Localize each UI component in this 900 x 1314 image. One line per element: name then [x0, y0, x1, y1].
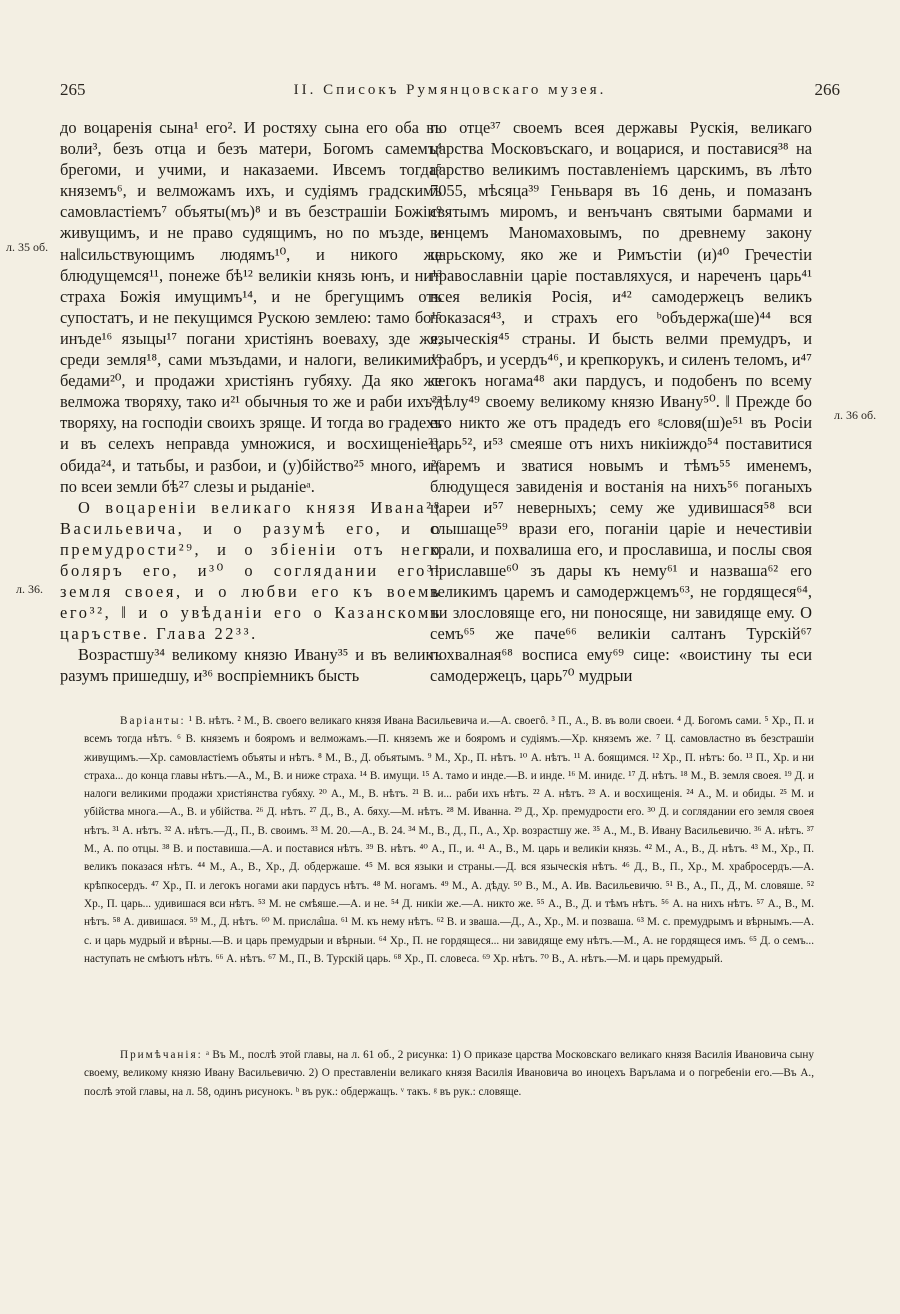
left-paragraph-1: до воцаренія сына¹ его². И ростяху сына его оба въ воли³, безъ отца и безъ матери, Богомъ самемъ⁴ брегоми, и учими, и наказаеми. Ивсемъ тогда⁵ княземъ⁶, и велможамъ ихъ, и судіямъ градскимъ самовластіемъ⁷ объяты(мъ)⁸ и въ безстрашіи Божіи⁹ живущимъ, и не право судящимъ, но по мъзде, и на‖сильствующимъ людямъ¹⁰, и никого же блюдущемся¹¹, понеже бѣ¹² великіи князь юнъ, и ни¹³ страха Божія имущимъ¹⁴, и не брегущимъ отъ супостатъ, и не пекущимся Рускою землею: тамо бо¹⁵ инъде¹⁶ языцы¹⁷ погани христіянъ воеваху, зде же, среди земля¹⁸, сами мъзъдами, и налоги, великими¹⁹ бедами²⁰, и продажи христіянъ губяху. Да яко же велможа творяху, тако и²¹ обычныя то же и раби ихъ²² творяху, на господіи своихъ зряще. И тогда во градехъ и въ селехъ неправда умножися, и восхищеніе²³, обида²⁴, и татьбы, и разбои, и (у)бійство²⁵ много, и²⁶ по всеи земли бѣ²⁷ слезы и рыданіеᵃ.	[60, 118, 442, 496]
margin-note-l36: л. 36.	[16, 582, 43, 596]
notes-section	[84, 1046, 814, 1101]
variants-apparatus	[84, 712, 814, 968]
variants-text: ¹ В. нѣтъ. ² М., В. своего великаго князя Ивана Васильевича и.—А. своегô. ³ П., А., В. въ воли своеи. ⁴ Д. Богомъ сами. ⁵ Хр., П. и всемъ тогда нѣтъ. ⁶ В. княземъ и бояромъ и велможамъ.—П. княземъ же и бояромъ и судіямъ.—Хр. княземъ же. ⁷ Ц. самовластно въ безстрашіи живущимъ.—Хр. самовластіемъ объяты и нѣтъ. ⁸ М., В., Д. объятымъ. ⁹ М., Хр., П. нѣтъ. ¹⁰ А. нѣтъ. ¹¹ А. боящимся. ¹² Хр., П. нѣтъ: бо. ¹³ П., Хр. и ни страха... до конца главы нѣтъ.—А., М., В. и ниже страха. ¹⁴ В. имущи. ¹⁵ А. тамо и инде.—В. и инде. ¹⁶ М. инидє. ¹⁷ Д. нѣтъ. ¹⁸ М., В. земля своея. ¹⁹ Д. и налоги великими продажи христіянства губяху. ²⁰ А., М., В. нѣтъ. ²¹ В. и... раби ихъ нѣтъ. ²² А. нѣтъ. ²³ А. и восхищенія. ²⁴ А., М. и обиды. ²⁵ М. и убійства многа.—А., В. и убійства. ²⁶ Д. нѣтъ. ²⁷ Д., В., А. бяху.—М. нѣтъ. ²⁸ М. Иванна. ²⁹ Д., Хр. премудрости его. ³⁰ Д. и соглядании его земля своея нѣтъ. ³¹ А. нѣтъ. ³² А. нѣтъ.—Д., П., В. своимъ. ³³ М. 20.—А., В. 24. ³⁴ М., В., Д., П., А., Хр. возрастшу же. ³⁵ А., М., В. Ивану Васильевичю. ³⁶ А. нѣтъ. ³⁷ М., А. по отцы. ³⁸ В. и поставиша.—А. и поставися нѣтъ. ³⁹ В. нѣтъ. ⁴⁰ А., П., и. ⁴¹ А., В., М. царь и великіи князь. ⁴² М., А., В., Д. нѣтъ. ⁴³ М., Хр., П. великъ показася нѣтъ. ⁴⁴ М., А., В., Хр., Д. обдержаше. ⁴⁵ М. вся языки и страны.—Д. вся языческія нѣтъ. ⁴⁶ Д., В., П., Хр., М. храбросердъ.—А. крѣпкосердъ. ⁴⁷ Хр., П. и легокъ ногами аки пардусъ нѣтъ. ⁴⁸ М. ногамъ. ⁴⁹ М., А. дѣду. ⁵⁰ В., М., А. Ив. Васильевичю. ⁵¹ В., А., П., Д., М. словяше. ⁵² Хр., П. царь... удивишася вси нѣтъ. ⁵³ М. не смѣяше.—А. и не. ⁵⁴ Д. никіи же.—А. никто же. ⁵⁵ А., В., Д. и тѣмъ нѣтъ. ⁵⁶ А. на нихъ нѣтъ. ⁵⁷ А., В., М. нѣтъ. ⁵⁸ А. дивишася. ⁵⁹ М., Д. нѣтъ. ⁶⁰ М. присла̂ша. ⁶¹ М. къ нему нѣтъ. ⁶² В. и зваша.—Д., А., Хр., М. и позваша. ⁶³ М. с. премудрымъ и вѣрнымъ.—А. с. и царь мудрый и вѣрны.—В. и царь премудрыи и вѣрныи. ⁶⁴ Хр., П. не гордящеся... ни завидяще ему нѣтъ.—М., А. не гордящеся имъ. ⁶⁵ Д. о семъ... наступать не смѣютъ нѣтъ. ⁶⁶ А. нѣтъ. ⁶⁷ М., П., В. Турскій царь. ⁶⁸ Хр., П. словеса. ⁶⁹ Хр. нѣтъ. ⁷⁰ В., А. нѣтъ.—М. и царь премудрый.	[84, 715, 815, 965]
page-number-left: 265	[60, 80, 86, 99]
margin-note-l35ob: л. 35 об.	[6, 240, 49, 254]
variants-label: Варіанты:	[120, 715, 186, 727]
running-title: II. Списокъ Румянцовскаго музея.	[293, 82, 607, 98]
notes-text: ᵃ Въ М., послѣ этой главы, на л. 61 об., 2 рисунка: 1) О приказе царства Московскаго великаго князя Василія Ивановича сыну своему, великому князю Ивану Васильевичю. 2) О преставленіи великаго князя Василія Ивановича во иноцехъ Варълама и о погребеніи его.—Въ А., послѣ этой главы, на л. 58, одинъ рисунокъ. ᵇ въ рук.: обдержащъ. ᵛ такъ. ᵍ въ рук.: словяще.	[84, 1049, 814, 1098]
left-column	[60, 117, 442, 687]
left-paragraph-2: Возрастшу³⁴ великому князю Ивану³⁵ и въ великъ разумъ пришедшу, и³⁶ воспріемникъ бысть	[60, 645, 442, 686]
notes-label: Примѣчанія:	[120, 1049, 203, 1061]
right-column	[430, 117, 812, 687]
right-paragraph-1: по отце³⁷ своемъ всея державы Рускія, великаго царства Московъскаго, и воцарися, и поставися³⁸ на царство великимъ поставленіемъ царскимъ, въ лѣто 7055, мѣсяца³⁹ Геньваря въ 16 день, и помазанъ святымъ миромъ, и венъчанъ святыми бармами и венцемъ Маномаховымъ, по древнему закону царьскому, яко же и Римъстіи (и)⁴⁰ Гречестіи православніи царіе поставляхуся, и нареченъ царь⁴¹ всея великія Росія, и⁴² самодержецъ великъ показася⁴³, и страхъ его ᵇобъдержа(ше)⁴⁴ вся языческія⁴⁵ страны. И бысть велми премудръ, и храбръ, и усердъ⁴⁶, и крепкорукъ, и силенъ теломъ, и⁴⁷ легокъ ногама⁴⁸ аки пардусъ, и подобенъ по всему ᵛдѣлу⁴⁹ своему великому князю Ивану⁵⁰. ‖ Прежде бо его никто же отъ прадедъ его ᵍсловя(ш)е⁵¹ въ Росіи царь⁵², и⁵³ смеяше отъ нихъ никіиждо⁵⁴ поставитися царемъ и зватися новымъ и тѣмъ⁵⁵ именемъ, блюдущеся завиденія и востанія на нихъ⁵⁶ поганыхъ цареи и⁵⁷ неверныхъ; сему же удивишася⁵⁸ вси слышаще⁵⁹ врази его, поганіи царіе и нечестивіи крали, и похвалиша его, и прославиша, и послы своя приславше⁶⁰ зъ дары къ нему⁶¹ и назваша⁶² его великимъ царемъ и самодержцемъ⁶³, не гордящеся⁶⁴, ни злословяще его, ни поносяще, ни завидяще ему. О семъ⁶⁵ же паче⁶⁶ великіи салтанъ Турскій⁶⁷ похвалная⁶⁸ воспиcа ему⁶⁹ сице: «воистину ты еси самодержецъ, царь⁷⁰ мудрыи	[430, 118, 812, 686]
page-number-right: 266	[814, 80, 840, 99]
chapter-heading: О воцареніи великаго князя Ивана²⁸ Васильевича, и о разумѣ его, и о премудрости²⁹, и о збіеніи отъ него боляръ его, и³⁰ о соглядании его³¹ земля своея, и о любви его къ воемъ его³², ‖ и о увѣданіи его о Казанскомъ царъстве. Глава 22³³.	[60, 497, 442, 644]
page-header	[60, 80, 840, 102]
margin-note-l36ob: л. 36 об.	[834, 408, 877, 422]
